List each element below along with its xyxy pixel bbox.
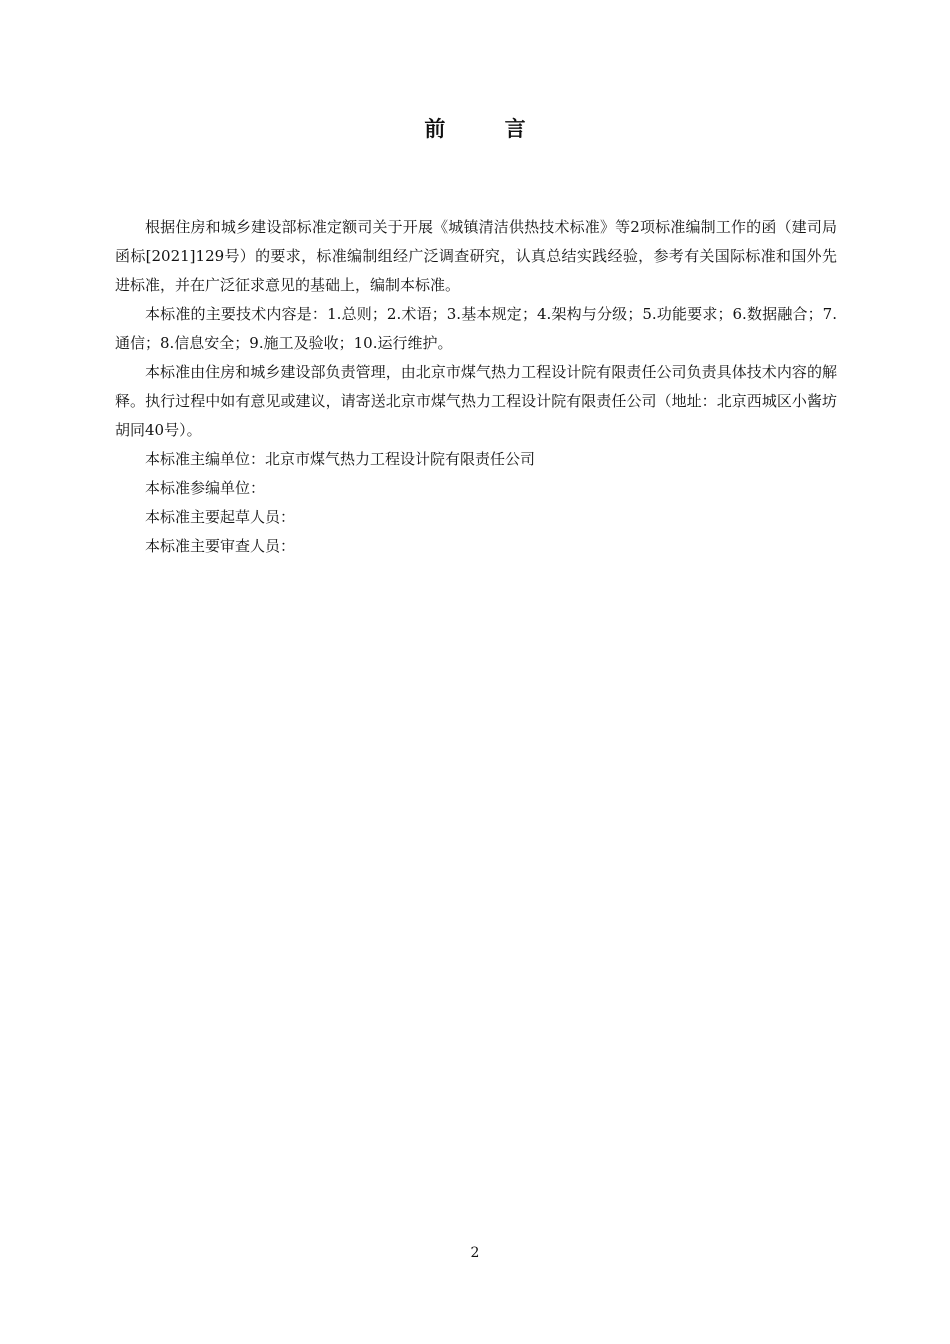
paragraph-management: 本标准由住房和城乡建设部负责管理，由北京市煤气热力工程设计院有限责任公司负责具体技术内容的解释。执行过程中如有意见或建议，请寄送北京市煤气热力工程设计院有限责任公司（地址：北京西城区小酱坊胡同40号）。 [115, 363, 837, 439]
paragraph-co-editors: 本标准参编单位： [145, 479, 266, 497]
preface-body [115, 213, 837, 561]
paragraph-background: 根据住房和城乡建设部标准定额司关于开展《城镇清洁供热技术标准》等2项标准编制工作的函（建司局函标[2021]129号）的要求，标准编制组经广泛调查研究，认真总结实践经验，参考有关国际标准和国外先进标准，并在广泛征求意见的基础上，编制本标准。 [115, 218, 837, 294]
paragraph-technical-content: 本标准的主要技术内容是：1.总则；2.术语；3.基本规定；4.架构与分级；5.功能要求；6.数据融合；7.通信；8.信息安全；9.施工及验收；10.运行维护。 [115, 305, 837, 352]
page-number: 2 [470, 1245, 480, 1261]
paragraph-reviewers: 本标准主要审查人员： [145, 537, 296, 555]
paragraph-chief-editor: 本标准主编单位：北京市煤气热力工程设计院有限责任公司 [145, 450, 536, 468]
page-title: 前 言 [424, 116, 552, 141]
paragraph-drafters: 本标准主要起草人员： [145, 508, 296, 526]
